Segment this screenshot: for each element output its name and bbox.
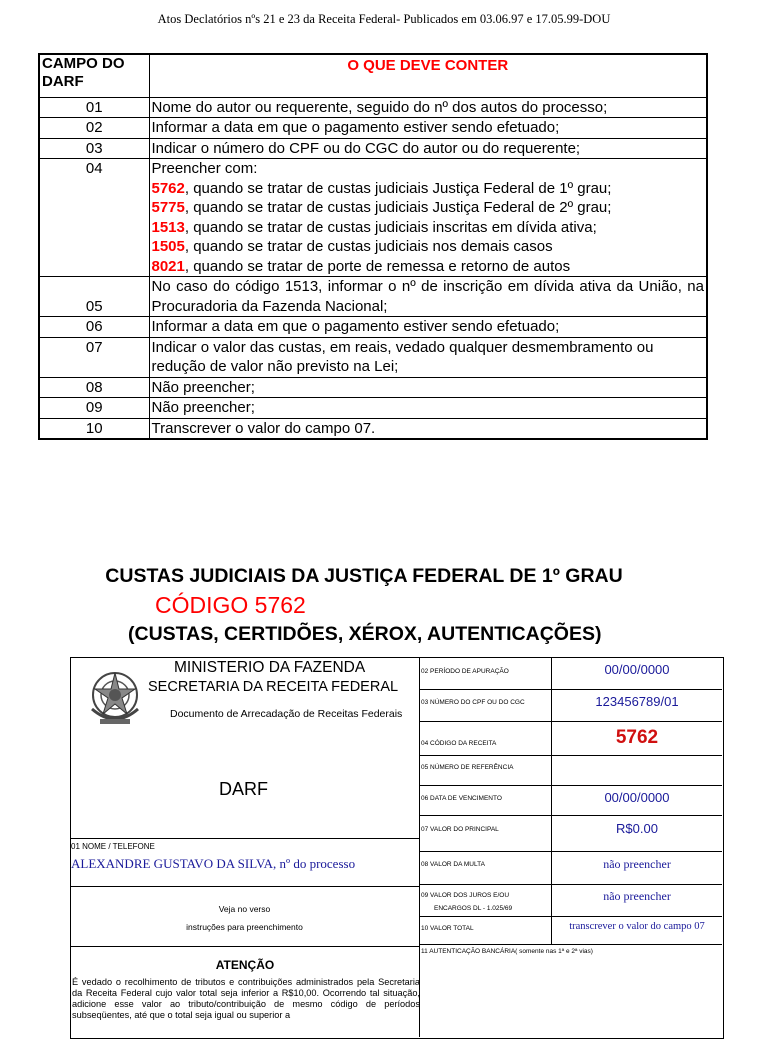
receita-code: 5762 bbox=[151, 179, 185, 197]
table-row bbox=[39, 277, 707, 317]
table-row bbox=[39, 398, 707, 419]
code-description: , quando se tratar de custas judiciais Justiça Federal de 1º grau; bbox=[184, 179, 612, 197]
code-line bbox=[152, 257, 705, 277]
document-description: Documento de Arrecadação de Receitas Federais bbox=[170, 708, 403, 720]
row-divider bbox=[419, 721, 722, 722]
veja-verso: Veja no verso bbox=[218, 904, 271, 914]
table-row bbox=[39, 317, 707, 338]
field-instruction: Informar a data em que o pagamento estiver sendo efetuado; bbox=[149, 118, 707, 139]
field-number: 05 bbox=[39, 277, 149, 317]
column-header-campo: CAMPO DO DARF bbox=[39, 54, 149, 97]
row-divider bbox=[419, 815, 722, 816]
row-divider bbox=[419, 785, 722, 786]
code-description: , quando se tratar de porte de remessa e retorno de autos bbox=[184, 257, 571, 275]
field-instruction: Informar a data em que o pagamento estiver sendo efetuado; bbox=[149, 317, 707, 338]
veja-instrucoes: instruções para preenchimento bbox=[186, 922, 303, 932]
row-divider bbox=[70, 946, 419, 947]
coat-of-arms-icon bbox=[80, 663, 150, 731]
code-intro: Preencher com: bbox=[151, 160, 258, 177]
field-instruction: Transcrever o valor do campo 07. bbox=[149, 418, 707, 439]
atencao-title: ATENÇÃO bbox=[215, 958, 275, 972]
field-11-label bbox=[421, 948, 593, 955]
field-09-label-2: ENCARGOS DL - 1.025/69 bbox=[434, 905, 513, 912]
secretaria-heading: SECRETARIA DA RECEITA FEDERAL bbox=[148, 679, 399, 695]
field-number: 01 bbox=[39, 97, 149, 118]
field-03-value[interactable]: 123456789/01 bbox=[595, 694, 679, 709]
table-row bbox=[39, 138, 707, 159]
table-row bbox=[39, 159, 707, 277]
table-row bbox=[39, 97, 707, 118]
field-instruction: Não preencher; bbox=[149, 398, 707, 419]
field-09-label: 09 VALOR DOS JUROS E/OU bbox=[421, 892, 510, 899]
atencao-text: É vedado o recolhimento de tributos e contribuições administrados pela Secretaria da Receita Federal cujo valor total seja inferior a R$10,00. Ocorrendo tal situação, adicione esse valor ao tributo/contribuição de mesmo código de períodos subseqüentes, até que o total seja igual ou superior a bbox=[72, 977, 420, 1020]
field-10-label: 10 VALOR TOTAL bbox=[421, 925, 474, 932]
receita-code: 1505 bbox=[151, 238, 185, 255]
field-number: 07 bbox=[39, 337, 149, 377]
field-04-value[interactable]: 5762 bbox=[615, 727, 659, 748]
field-10-value[interactable]: transcrever o valor do campo 07 bbox=[569, 921, 705, 932]
field-11-label-main: 11 AUTENTICAÇÃO BANCÁRIA bbox=[421, 948, 516, 955]
field-number: 06 bbox=[39, 317, 149, 338]
field-06-label: 06 DATA DE VENCIMENTO bbox=[421, 795, 502, 802]
field-04-label: 04 CÓDIGO DA RECEITA bbox=[421, 740, 497, 747]
field-09-value[interactable]: não preencher bbox=[603, 889, 671, 903]
field-instruction: Indicar o número do CPF ou do CGC do autor ou do requerente; bbox=[149, 138, 707, 159]
row-divider bbox=[419, 944, 722, 945]
code-line bbox=[152, 198, 705, 218]
column-header-conteudo: O QUE DEVE CONTER bbox=[149, 54, 707, 97]
code-line bbox=[152, 237, 705, 257]
field-08-value[interactable]: não preencher bbox=[603, 857, 671, 871]
field-07-value[interactable]: R$0.00 bbox=[616, 821, 658, 836]
code-description: , quando se tratar de custas judiciais inscritas em dívida ativa; bbox=[184, 218, 597, 236]
field-02-value[interactable]: 00/00/0000 bbox=[604, 662, 670, 677]
receita-code: 8021 bbox=[151, 257, 185, 275]
row-divider bbox=[419, 884, 722, 885]
field-01-value: ALEXANDRE GUSTAVO DA SILVA, nº do processo bbox=[71, 856, 356, 871]
field-instruction: Não preencher; bbox=[149, 377, 707, 398]
field-02-label: 02 PERÍODO DE APURAÇÃO bbox=[421, 668, 509, 675]
receita-code: 1513 bbox=[151, 218, 185, 236]
code-line bbox=[152, 218, 705, 238]
field-number: 10 bbox=[39, 418, 149, 439]
instructions-table bbox=[38, 53, 708, 440]
row-divider bbox=[70, 886, 419, 887]
field-01-label: 01 NOME / TELEFONE bbox=[71, 842, 155, 851]
code-description: , quando se tratar de custas judiciais nos demais casos bbox=[184, 238, 553, 255]
field-06-value[interactable]: 00/00/0000 bbox=[604, 790, 670, 805]
field-number: 03 bbox=[39, 138, 149, 159]
table-row bbox=[39, 418, 707, 439]
header-note: Atos Declatórios nºs 21 e 23 da Receita Federal- Publicados em 03.06.97 e 17.05.99-DOU bbox=[157, 12, 611, 26]
table-row bbox=[39, 337, 707, 377]
field-instruction bbox=[149, 159, 707, 277]
field-number: 08 bbox=[39, 377, 149, 398]
field-instruction: Nome do autor ou requerente, seguido do nº dos autos do processo; bbox=[149, 97, 707, 118]
table-row bbox=[39, 118, 707, 139]
field-11-label-note: ( somente nas 1ª e 2ª vias) bbox=[515, 948, 593, 955]
section-subtitle: (CUSTAS, CERTIDÕES, XÉROX, AUTENTICAÇÕES) bbox=[128, 623, 602, 645]
field-05-label: 05 NÚMERO DE REFERÊNCIA bbox=[421, 764, 514, 771]
field-instruction: No caso do código 1513, informar o nº de inscrição em dívida ativa da União, na Procuradoria da Fazenda Nacional; bbox=[149, 277, 707, 317]
field-07-label: 07 VALOR DO PRINCIPAL bbox=[421, 826, 499, 833]
code-line bbox=[152, 179, 705, 199]
row-divider bbox=[419, 755, 722, 756]
receita-code: 5775 bbox=[151, 199, 185, 216]
field-number: 04 bbox=[39, 159, 149, 277]
code-description: , quando se tratar de custas judiciais Justiça Federal de 2º grau; bbox=[184, 199, 612, 216]
section-code: CÓDIGO 5762 bbox=[155, 592, 306, 618]
ministerio-heading: MINISTERIO DA FAZENDA bbox=[174, 659, 366, 676]
row-divider bbox=[419, 689, 722, 690]
table-row bbox=[39, 377, 707, 398]
section-title: CUSTAS JUDICIAIS DA JUSTIÇA FEDERAL DE 1º GRAU bbox=[105, 565, 623, 587]
darf-title: DARF bbox=[219, 779, 268, 799]
row-divider bbox=[70, 838, 419, 839]
row-divider bbox=[419, 916, 722, 917]
field-instruction: Indicar o valor das custas, em reais, vedado qualquer desmembramento ou redução de valor não previsto na Lei; bbox=[149, 337, 707, 377]
field-08-label: 08 VALOR DA MULTA bbox=[421, 861, 485, 868]
field-number: 09 bbox=[39, 398, 149, 419]
field-number: 02 bbox=[39, 118, 149, 139]
field-03-label: 03 NÚMERO DO CPF OU DO CGC bbox=[421, 699, 525, 706]
row-divider bbox=[419, 851, 722, 852]
